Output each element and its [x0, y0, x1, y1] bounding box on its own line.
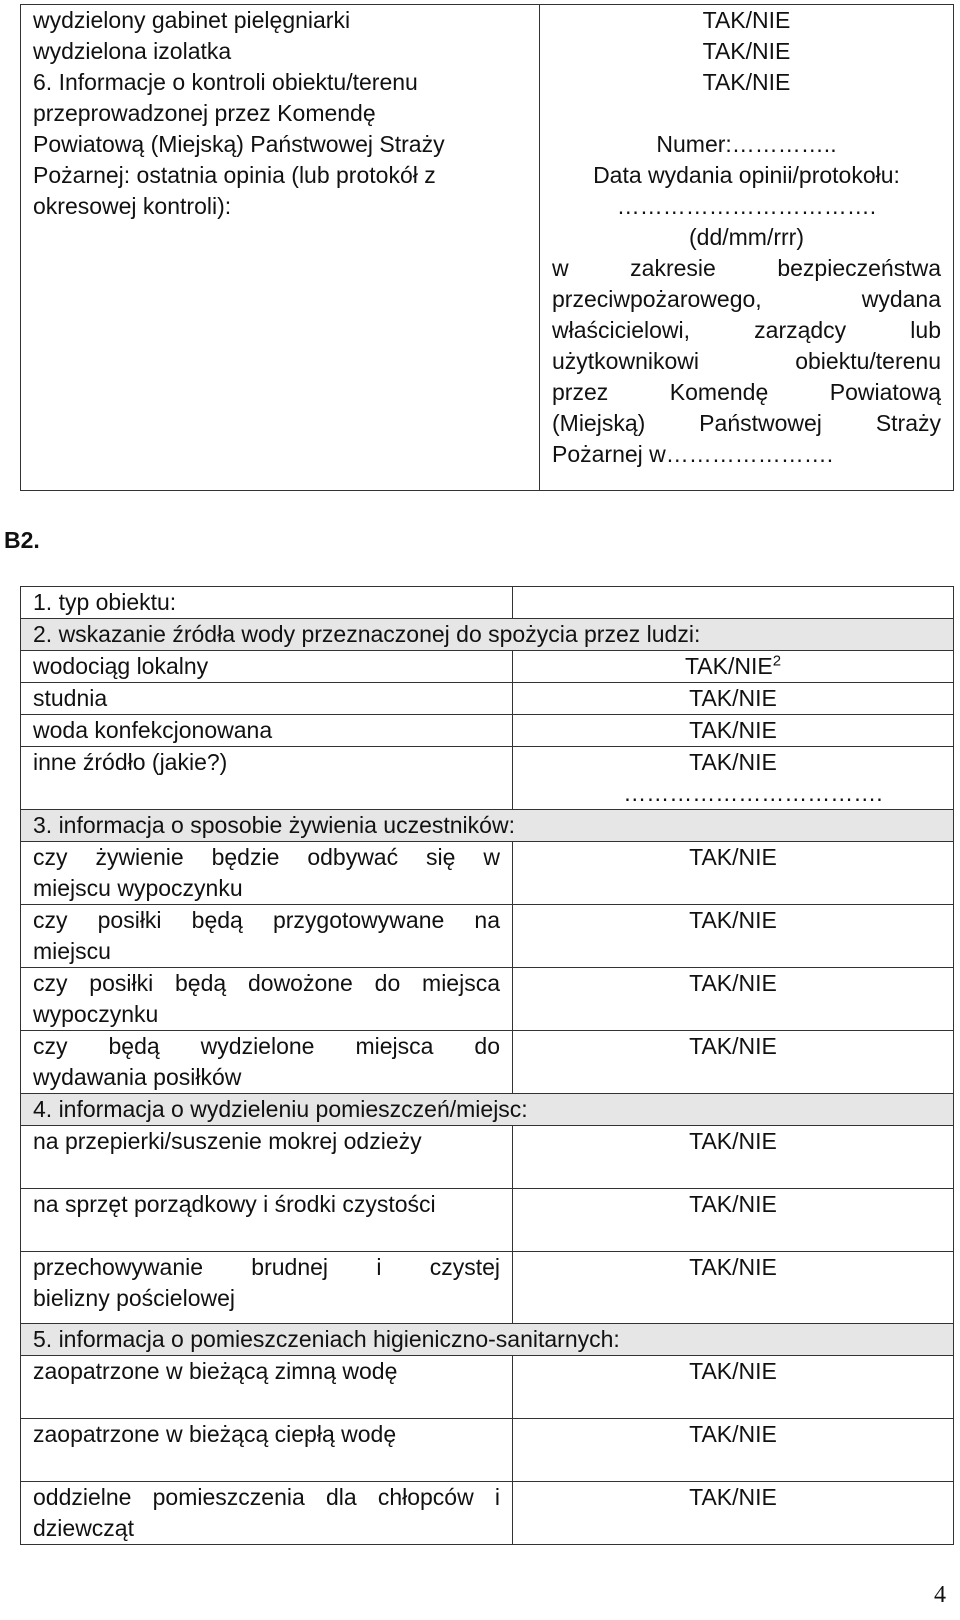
- scope-line-4: użytkownikowi obiektu/terenu: [552, 348, 941, 374]
- sanitary-row-1: zaopatrzone w bieżącą zimną wodę: [21, 1356, 513, 1419]
- scope-line-6: (Miejską) Państwowej Straży: [552, 410, 941, 436]
- tak-nie-room-2[interactable]: TAK/NIE: [513, 1189, 954, 1252]
- facility-table: [20, 586, 954, 1545]
- tak-nie-food-1[interactable]: TAK/NIE: [513, 842, 954, 905]
- section-heading-b2: B2.: [4, 527, 40, 553]
- water-konfekcjonowana: woda konfekcjonowana: [21, 715, 513, 747]
- tak-nie-room-3[interactable]: TAK/NIE: [513, 1252, 954, 1324]
- date-format: (dd/mm/rrr): [689, 224, 804, 250]
- row-nurse-office: wydzielony gabinet pielęgniarki: [33, 7, 351, 33]
- food-row-3: czy posiłki będą dowożone do miejsca wypoczynku: [21, 968, 513, 1031]
- tak-nie-studnia[interactable]: TAK/NIE: [513, 683, 954, 715]
- tak-nie-inne[interactable]: TAK/NIE: [689, 749, 777, 775]
- room-row-3: przechowywanie brudnej i czystej bielizny pościelowej: [21, 1252, 513, 1324]
- section-6-line-4: Pożarnej: ostatnia opinia (lub protokół z: [33, 162, 436, 188]
- section-5-header: 5. informacja o pomieszczeniach higieniczno-sanitarnych:: [21, 1324, 954, 1356]
- fire-inspection-table: [20, 4, 954, 491]
- section-3-header: 3. informacja o sposobie żywienia uczestników:: [21, 810, 954, 842]
- room-row-2: na sprzęt porządkowy i środki czystości: [21, 1189, 513, 1252]
- tak-nie-konfekcjonowana[interactable]: TAK/NIE: [513, 715, 954, 747]
- water-wodociag: wodociąg lokalny: [21, 651, 513, 683]
- section-6-line-5: okresowej kontroli):: [33, 193, 232, 219]
- right-cell: [540, 5, 954, 491]
- tak-nie-food-4[interactable]: TAK/NIE: [513, 1031, 954, 1094]
- scope-line-5: przez Komendę Powiatową: [552, 379, 941, 405]
- page-number: 4: [934, 1582, 946, 1608]
- numer-field[interactable]: Numer:…………..: [656, 131, 837, 157]
- tak-nie-inspection[interactable]: TAK/NIE: [702, 69, 791, 95]
- inne-dots[interactable]: …………………………….: [623, 780, 883, 806]
- footnote-ref: 2: [772, 652, 782, 670]
- tak-nie-nurse[interactable]: TAK/NIE: [702, 7, 791, 33]
- tak-nie-sanitary-2[interactable]: TAK/NIE: [513, 1419, 954, 1482]
- tak-nie-food-3[interactable]: TAK/NIE: [513, 968, 954, 1031]
- left-cell: [21, 5, 540, 491]
- scope-line-2: przeciwpożarowego, wydana: [552, 286, 941, 312]
- water-studnia: studnia: [21, 683, 513, 715]
- issue-date-label: Data wydania opinii/protokołu:: [593, 162, 900, 188]
- issue-date-dots[interactable]: …………………………….: [616, 193, 877, 219]
- scope-line-1: w zakresie bezpieczeństwa: [552, 255, 941, 281]
- typ-obiektu-value[interactable]: [513, 587, 954, 619]
- tak-nie-food-2[interactable]: TAK/NIE: [513, 905, 954, 968]
- scope-line-3: właścicielowi, zarządcy lub: [552, 317, 941, 343]
- tak-nie-sanitary-1[interactable]: TAK/NIE: [513, 1356, 954, 1419]
- tak-nie-inne-cell[interactable]: [513, 747, 954, 810]
- sanitary-row-3: oddzielne pomieszczenia dla chłopców i dziewcząt: [21, 1482, 513, 1545]
- water-inne: inne źródło (jakie?): [21, 747, 513, 810]
- tak-nie-wodociag[interactable]: TAK/NIE$^2$: [513, 651, 954, 683]
- row-isolation-room: wydzielona izolatka: [33, 38, 232, 64]
- section-2-header: 2. wskazanie źródła wody przeznaczonej do spożycia przez ludzi:: [21, 619, 954, 651]
- tak-nie-isolation[interactable]: TAK/NIE: [702, 38, 791, 64]
- section-6-line-1: 6. Informacje o kontroli obiektu/terenu: [33, 69, 418, 95]
- tak-nie-room-1[interactable]: TAK/NIE: [513, 1126, 954, 1189]
- section-4-header: 4. informacja o wydzieleniu pomieszczeń/miejsc:: [21, 1094, 954, 1126]
- scope-last-line[interactable]: Pożarnej w………………….: [552, 441, 834, 467]
- food-row-4: czy będą wydzielone miejsca do wydawania posiłków: [21, 1031, 513, 1094]
- section-6-line-2: przeprowadzonej przez Komendę: [33, 100, 376, 126]
- typ-obiektu-label: 1. typ obiektu:: [21, 587, 513, 619]
- food-row-1: czy żywienie będzie odbywać się w miejscu wypoczynku: [21, 842, 513, 905]
- room-row-1: na przepierki/suszenie mokrej odzieży: [21, 1126, 513, 1189]
- tak-nie-sanitary-3[interactable]: TAK/NIE: [513, 1482, 954, 1545]
- sanitary-row-2: zaopatrzone w bieżącą ciepłą wodę: [21, 1419, 513, 1482]
- section-6-line-3: Powiatową (Miejską) Państwowej Straży: [33, 131, 445, 157]
- food-row-2: czy posiłki będą przygotowywane na miejscu: [21, 905, 513, 968]
